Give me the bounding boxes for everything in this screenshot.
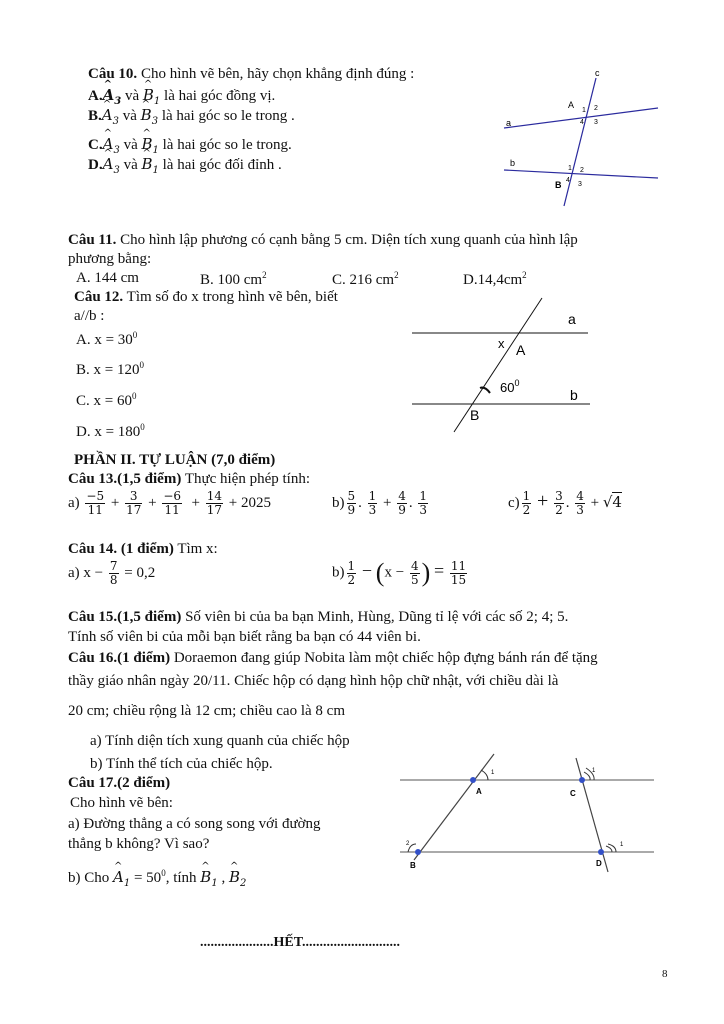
svg-text:D: D <box>596 859 602 868</box>
q11-line2: phương bằng: <box>68 251 152 267</box>
q12-line2: a//b : <box>74 308 105 324</box>
svg-text:2: 2 <box>406 841 410 847</box>
svg-text:B: B <box>410 861 416 870</box>
q11-option-a: A. 144 cm <box>76 270 139 286</box>
q17-part-a-line2: thẳng b không? Vì sao? <box>68 836 210 852</box>
q12-option-b: B. $x = 120^0$ <box>76 360 144 378</box>
svg-text:x: x <box>498 336 505 351</box>
svg-text:3: 3 <box>578 181 582 188</box>
end-marker: .....................HẾT............................ <box>200 935 401 950</box>
q17-figure <box>396 748 658 878</box>
q13-header: Câu 13.(1,5 điểm) Thực hiện phép tính: <box>68 471 310 487</box>
svg-text:B: B <box>555 180 562 190</box>
q16-line3: 20 cm; chiều rộng là 12 cm; chiều cao là 8 cm <box>68 703 345 719</box>
q17-title: Câu 17.(2 điểm) <box>68 775 171 791</box>
svg-text:b: b <box>570 387 578 403</box>
q16-part-b: b) Tính thể tích của chiếc hộp. <box>90 756 273 772</box>
q10-option-d: D.^ $A_3$ và ^ $B_1$ là hai góc đối đỉnh . <box>88 155 282 176</box>
svg-text:4: 4 <box>566 177 570 184</box>
q17-text: Cho hình vẽ bên: <box>70 795 173 811</box>
q12-option-c: C. $x = 60^0$ <box>76 391 137 409</box>
q10-title: Câu 10. <box>88 66 138 82</box>
q11-option-d: $D.14,4cm^2$ <box>463 270 527 288</box>
q14-title: Câu 14. (1 điểm) <box>68 541 174 557</box>
q13-title: Câu 13.(1,5 điểm) <box>68 471 182 487</box>
q11-title: Câu 11. <box>68 232 117 248</box>
q13-part-c: c) $\frac{1}{2}$ + $\frac{3}{2}$ . $\frac{4}{3}$ + √4 <box>508 489 622 518</box>
svg-text:2: 2 <box>580 167 584 174</box>
q16-part-a: a) Tính diện tích xung quanh của chiếc hộp <box>90 733 350 749</box>
svg-text:1: 1 <box>582 107 586 114</box>
q11-line1: Câu 11. Cho hình lập phương có cạnh bằng 5 cm. Diện tích xung quanh của hình lập <box>68 232 578 248</box>
q16-line2: thầy giáo nhân ngày 20/11. Chiếc hộp có dạng hình hộp chữ nhật, với chiều dài là <box>68 673 559 689</box>
q15-line2: Tính số viên bi của mỗi bạn biết rằng ba bạn có 44 viên bi. <box>68 629 421 645</box>
svg-text:b: b <box>510 158 516 168</box>
q10-text: Cho hình vẽ bên, hãy chọn khẳng định đúng : <box>140 66 415 82</box>
q16-line1: Câu 16.(1 điểm) Doraemon đang giúp Nobita làm một chiếc hộp đựng bánh rán để tặng <box>68 650 598 666</box>
q10-option-a: A.^ $A_3$ và ^ $B_1$ là hai góc đồng vị. <box>88 86 275 107</box>
page-number: 8 <box>662 968 668 980</box>
q16-title: Câu 16.(1 điểm) <box>68 650 171 666</box>
svg-text:A: A <box>476 787 482 796</box>
svg-text:A: A <box>568 100 575 110</box>
svg-text:1: 1 <box>491 770 495 776</box>
svg-text:a: a <box>568 311 576 327</box>
q13-part-a: a) $\frac{-5}{11}$ + $\frac{3}{17}$ + $\frac{-6}{11}$ + $\frac{14}{17}$ + 2025 <box>68 489 271 517</box>
svg-text:a: a <box>506 118 512 128</box>
svg-text:2: 2 <box>594 105 598 112</box>
q15-title: Câu 15.(1,5 điểm) <box>68 609 182 625</box>
part2-title: PHẦN II. TỰ LUẬN (7,0 điểm) <box>74 452 276 468</box>
q10-option-c: C.^ $A_3$ và ^ $B_1$ là hai góc so le trong. <box>88 135 292 156</box>
q12-line1: Câu 12. Tìm số đo x trong hình vẽ bên, biết <box>74 289 338 305</box>
q12-option-d: D. $x = 180^0$ <box>76 422 145 440</box>
q14-header: Câu 14. (1 điểm) Tìm x: <box>68 541 218 557</box>
q14-part-b: b) $\frac{1}{2}$ − (x − $\frac{4}{5}$ ) = $\frac{11}{15}$ <box>332 558 467 587</box>
q17-part-b: b) Cho ^ $A_1 = 50^0$, tính ^ $B_1$ , ^ $B_2$ <box>68 868 246 889</box>
svg-text:c: c <box>595 68 600 78</box>
q11-option-c: C. 216 $cm^2$ <box>332 270 399 288</box>
svg-text:1: 1 <box>568 165 572 172</box>
q12-title: Câu 12. <box>74 289 124 305</box>
q17-part-a-line1: a) Đường thẳng a có song song với đường <box>68 816 321 832</box>
q14-part-a: a) x − $\frac{7}{8}$ = 0,2 <box>68 559 156 587</box>
svg-text:A: A <box>516 342 526 358</box>
svg-text:1: 1 <box>592 768 596 774</box>
q11-option-b: B. 100 $cm^2$ <box>200 270 267 288</box>
q12-figure <box>408 296 598 436</box>
svg-text:C: C <box>570 789 576 798</box>
svg-text:1: 1 <box>620 842 624 848</box>
svg-text:4: 4 <box>580 119 584 126</box>
svg-text:600: $60^0$ <box>500 378 520 395</box>
q12-option-a: A. $x = 30^0$ <box>76 330 138 348</box>
q10-figure <box>500 68 660 208</box>
q15-line1: Câu 15.(1,5 điểm) Số viên bi của ba bạn Minh, Hùng, Dũng tỉ lệ với các số 2; 4; 5. <box>68 609 569 625</box>
q10-title-line <box>88 66 414 83</box>
svg-text:3: 3 <box>594 119 598 126</box>
q10-option-b: B.^ $A_3$ và ^ $B_3$ là hai góc so le trong . <box>88 106 295 127</box>
q13-part-b: b) $\frac{5}{9}$ . $\frac{1}{3}$ + $\frac{4}{9}$ . $\frac{1}{3}$ <box>332 489 428 517</box>
svg-text:B: B <box>470 407 480 423</box>
